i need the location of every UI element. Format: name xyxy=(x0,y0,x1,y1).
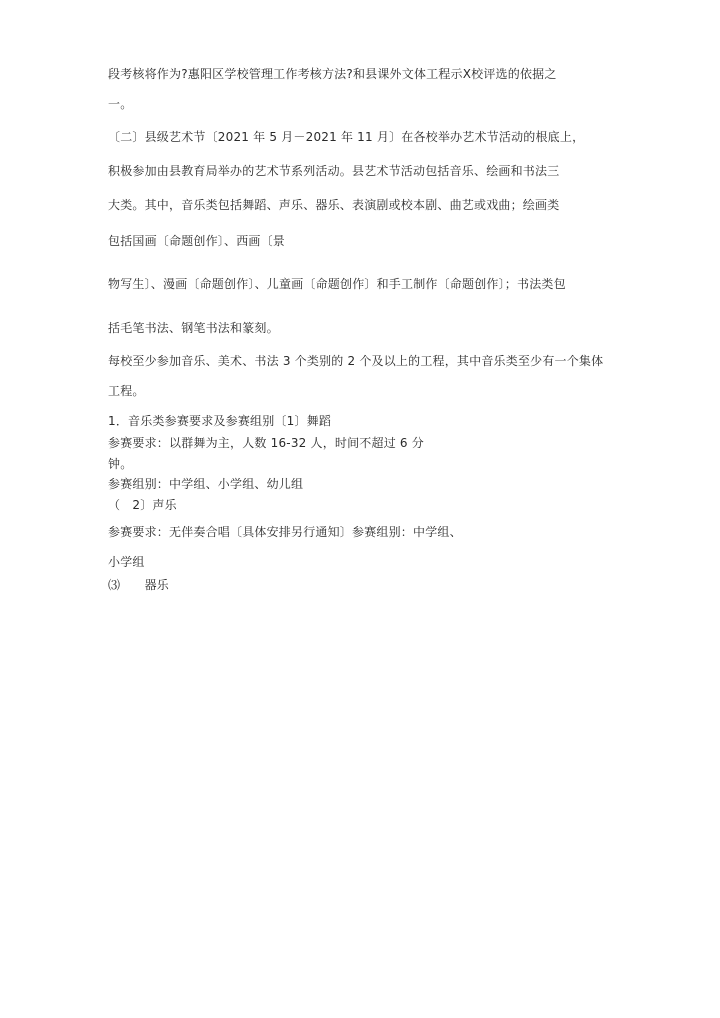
list-item-heading: （ 2〕声乐 xyxy=(108,498,177,512)
paragraph-line: 小学组 xyxy=(108,555,145,569)
paragraph-line: 段考核将作为?惠阳区学校管理工作考核方法?和县课外文体工程示Ⅹ校评选的依据之 xyxy=(108,67,557,81)
paragraph-line: 参赛要求：无伴奏合唱〔具体安排另行通知〕参赛组别：中学组、 xyxy=(108,525,462,539)
paragraph-line: 参赛组别：中学组、小学组、幼儿组 xyxy=(108,477,304,491)
paragraph-line: 一。 xyxy=(108,97,133,111)
paragraph-line: 积极参加由县教育局举办的艺术节系列活动。县艺术节活动包括音乐、绘画和书法三 xyxy=(108,164,560,178)
paragraph-line: 大类。其中，音乐类包括舞蹈、声乐、器乐、表演剧或校本剧、曲艺或戏曲；绘画类 xyxy=(108,198,560,212)
list-item-heading: ⑶ 器乐 xyxy=(108,578,170,592)
paragraph-line: 物写生〕、漫画〔命题创作〕、儿童画〔命题创作〕和手工制作〔命题创作〕；书法类包 xyxy=(108,277,566,291)
paragraph-line: 钟。 xyxy=(108,457,133,471)
paragraph-line: 括毛笔书法、钢笔书法和篆刻。 xyxy=(108,321,279,335)
list-item-heading: 1．音乐类参赛要求及参赛组别〔1〕舞蹈 xyxy=(108,414,332,428)
paragraph-line: 工程。 xyxy=(108,384,145,398)
paragraph-line: 每校至少参加音乐、美术、书法 3 个类别的 2 个及以上的工程，其中音乐类至少有一个集体 xyxy=(108,354,604,368)
paragraph-line: 参赛要求：以群舞为主，人数 16-32 人，时间不超过 6 分 xyxy=(108,436,424,450)
paragraph-line: 包括国画〔命题创作〕、西画〔景 xyxy=(108,234,286,248)
paragraph-line: 〔二〕县级艺术节〔2021 年 5 月－2021 年 11 月〕在各校举办艺术节活动的根底上， xyxy=(108,130,585,144)
